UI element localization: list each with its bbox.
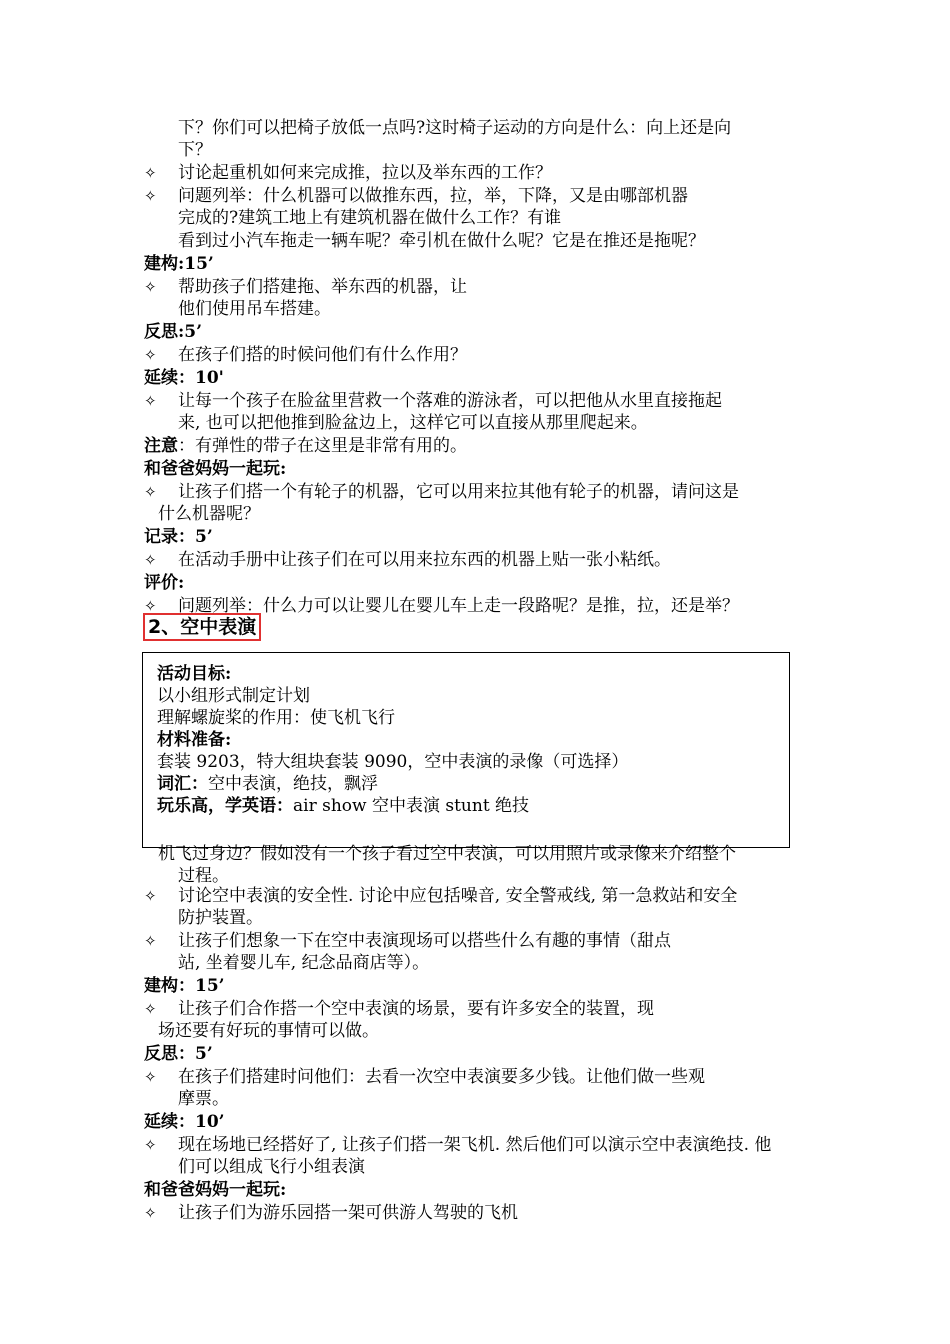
heading-fansi: 反思：5’ — [144, 1044, 213, 1064]
bullet-icon: ✧ — [144, 1204, 157, 1222]
list-item: 让孩子们搭一个有轮子的机器，它可以用来拉其他有轮子的机器，请问这是 — [178, 482, 739, 502]
activity-card — [142, 652, 790, 848]
list-item: 在活动手册中让孩子们在可以用来拉东西的机器上贴一张小粘纸。 — [178, 550, 671, 570]
heading-yanxu: 延续：10’ — [144, 1112, 225, 1132]
list-item: 让孩子们想象一下在空中表演现场可以搭些什么有趣的事情（甜点 — [178, 931, 671, 951]
text-line: 机飞过身边？假如没有一个孩子看过空中表演，可以用照片或录像来介绍整个 — [158, 844, 736, 864]
list-item-cont: 摩票。 — [178, 1089, 229, 1109]
note-label: 注意 — [144, 436, 178, 456]
list-item-cont: 看到过小汽车拖走一辆车呢？牵引机在做什么呢？它是在推还是拖呢？ — [178, 231, 705, 251]
vocab-line — [157, 773, 378, 795]
bullet-icon: ✧ — [144, 483, 157, 501]
section-title: 2、空中表演 — [143, 613, 261, 641]
list-item: 让孩子们合作搭一个空中表演的场景，要有许多安全的装置，现 — [178, 999, 654, 1019]
list-item-cont: 完成的?建筑工地上有建筑机器在做什么工作？有谁 — [178, 208, 562, 228]
bullet-icon: ✧ — [144, 164, 157, 182]
bullet-icon: ✧ — [144, 932, 157, 950]
list-item-cont: 场还要有好玩的事情可以做。 — [158, 1021, 379, 1041]
heading-fansi: 反思:5’ — [144, 322, 203, 342]
bullet-icon: ✧ — [144, 346, 157, 364]
list-item-cont: 来, 也可以把他推到脸盆边上，这样它可以直接从那里爬起来。 — [178, 413, 648, 433]
intro-line-1: 下？你们可以把椅子放低一点吗?这时椅子运动的方向是什么：向上还是向 — [178, 118, 732, 138]
bullet-icon: ✧ — [144, 887, 157, 905]
vocab-label: 词汇： — [157, 774, 208, 794]
text-line: 过程。 — [178, 866, 229, 886]
english-label: 玩乐高，学英语： — [157, 796, 293, 816]
list-item: 现在场地已经搭好了, 让孩子们搭一架飞机. 然后他们可以演示空中表演绝技. 他 — [178, 1135, 772, 1155]
bullet-icon: ✧ — [144, 1136, 157, 1154]
bullet-icon: ✧ — [144, 1000, 157, 1018]
heading-jiangou: 建构：15’ — [144, 976, 225, 996]
bullet-icon: ✧ — [144, 278, 157, 296]
list-item: 问题列举：什么力可以让婴儿在婴儿车上走一段路呢？是推，拉，还是举？ — [178, 596, 739, 616]
list-item-cont: 他们使用吊车搭建。 — [178, 299, 331, 319]
list-item: 让孩子们为游乐园搭一架可供游人驾驶的飞机 — [178, 1203, 518, 1223]
material-heading: 材料准备: — [157, 730, 232, 750]
bullet-icon: ✧ — [144, 1068, 157, 1086]
bullet-icon: ✧ — [144, 597, 157, 615]
list-item-cont: 什么机器呢？ — [158, 504, 260, 524]
heading-eval: 评价: — [144, 573, 185, 593]
list-item: 讨论空中表演的安全性. 讨论中应包括噪音, 安全警戒线, 第一急救站和安全 — [178, 886, 738, 906]
note-line — [144, 435, 467, 457]
material-line: 套装 9203，特大组块套装 9090，空中表演的录像（可选择） — [157, 752, 629, 772]
bullet-icon: ✧ — [144, 392, 157, 410]
list-item: 在孩子们搭建时问他们：去看一次空中表演要多少钱。让他们做一些观 — [178, 1067, 705, 1087]
bullet-icon: ✧ — [144, 187, 157, 205]
list-item: 问题列举：什么机器可以做推东西，拉，举，下降，又是由哪部机器 — [178, 186, 688, 206]
list-item-cont: 站, 坐着婴儿车, 纪念品商店等）。 — [178, 953, 430, 973]
goal-line: 理解螺旋桨的作用：使飞机飞行 — [157, 708, 395, 728]
intro-line-2: 下？ — [178, 140, 212, 160]
list-item: 讨论起重机如何来完成推，拉以及举东西的工作？ — [178, 163, 552, 183]
heading-jiangou: 建构:15’ — [144, 254, 214, 274]
bullet-icon: ✧ — [144, 551, 157, 569]
list-item-cont: 防护装置。 — [178, 908, 263, 928]
note-text: ：有弹性的带子在这里是非常有用的。 — [178, 436, 467, 456]
list-item: 帮助孩子们搭建拖、举东西的机器，让 — [178, 277, 467, 297]
heading-parents: 和爸爸妈妈一起玩: — [144, 1180, 287, 1200]
english-line — [157, 795, 529, 817]
list-item: 在孩子们搭的时候问他们有什么作用？ — [178, 345, 467, 365]
heading-parents: 和爸爸妈妈一起玩: — [144, 459, 287, 479]
heading-record: 记录：5’ — [144, 527, 213, 547]
list-item: 让每一个孩子在脸盆里营救一个落难的游泳者，可以把他从水里直接拖起 — [178, 391, 722, 411]
heading-yanxu: 延续：10' — [144, 368, 224, 388]
goal-heading: 活动目标: — [157, 664, 232, 684]
english-text: air show 空中表演 stunt 绝技 — [293, 796, 530, 816]
goal-line: 以小组形式制定计划 — [157, 686, 310, 706]
list-item-cont: 们可以组成飞行小组表演 — [178, 1157, 365, 1177]
vocab-text: 空中表演，绝技，飘浮 — [208, 774, 378, 794]
